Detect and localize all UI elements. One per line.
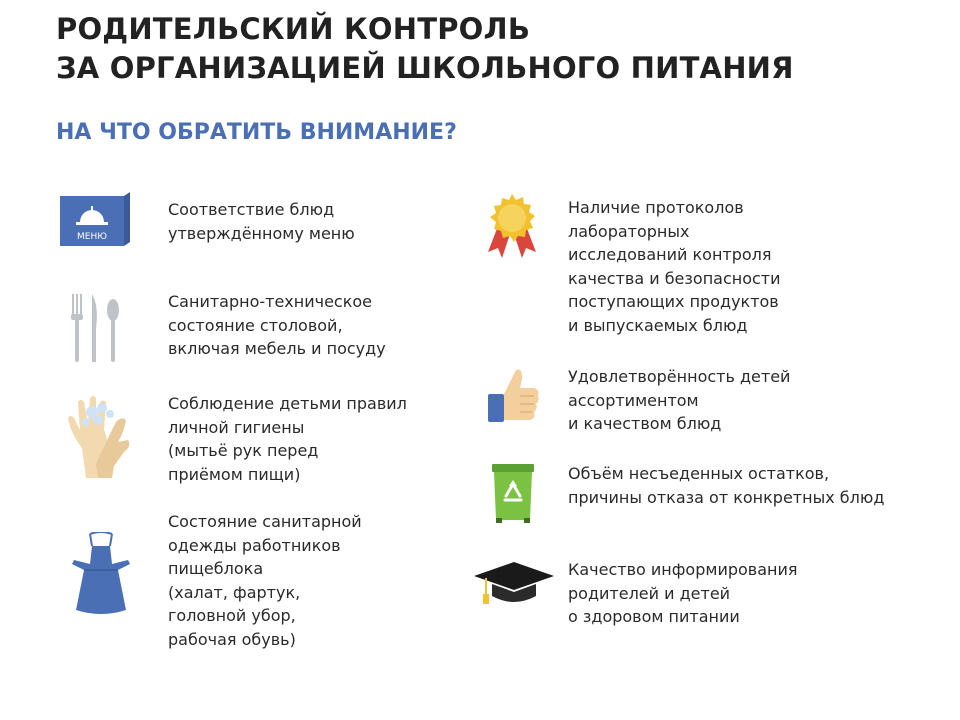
list-item-menu: Соответствие блюд утверждённому меню	[168, 200, 355, 243]
title-line-2: ЗА ОРГАНИЗАЦИЕЙ ШКОЛЬНОГО ПИТАНИЯ	[56, 51, 794, 85]
menu-book-icon	[60, 192, 130, 248]
hand-washing-icon	[62, 392, 134, 480]
apron-icon	[68, 532, 134, 616]
page-title	[56, 10, 794, 88]
list-item-lab-protocols: Наличие протоколов лабораторных исследований контроля качества и безопасности поступающих продуктов и выпускаемых блюд	[568, 198, 781, 335]
recycle-bin-icon	[488, 462, 538, 524]
cutlery-icon	[68, 292, 128, 364]
thumbs-up-icon	[486, 366, 542, 426]
list-item-leftovers: Объём несъеденных остатков, причины отказа от конкретных блюд	[568, 464, 885, 507]
graduation-cap-icon	[472, 560, 556, 608]
list-item-canteen: Санитарно-техническое состояние столовой, включая мебель и посуду	[168, 292, 386, 358]
title-line-1: РОДИТЕЛЬСКИЙ КОНТРОЛЬ	[56, 12, 531, 46]
list-item-hygiene: Соблюдение детьми правил личной гигиены (мытьё рук перед приёмом пищи)	[168, 394, 407, 484]
section-subtitle: НА ЧТО ОБРАТИТЬ ВНИМАНИЕ?	[56, 120, 457, 145]
menu-book-label: МЕНЮ	[77, 232, 107, 242]
medal-icon	[484, 192, 540, 260]
list-item-uniform: Состояние санитарной одежды работников пищеблока (халат, фартук, головной убор, рабочая обувь)	[168, 512, 362, 649]
list-item-satisfaction: Удовлетворённость детей ассортиментом и качеством блюд	[568, 367, 791, 433]
list-item-information: Качество информирования родителей и детей о здоровом питании	[568, 560, 798, 626]
